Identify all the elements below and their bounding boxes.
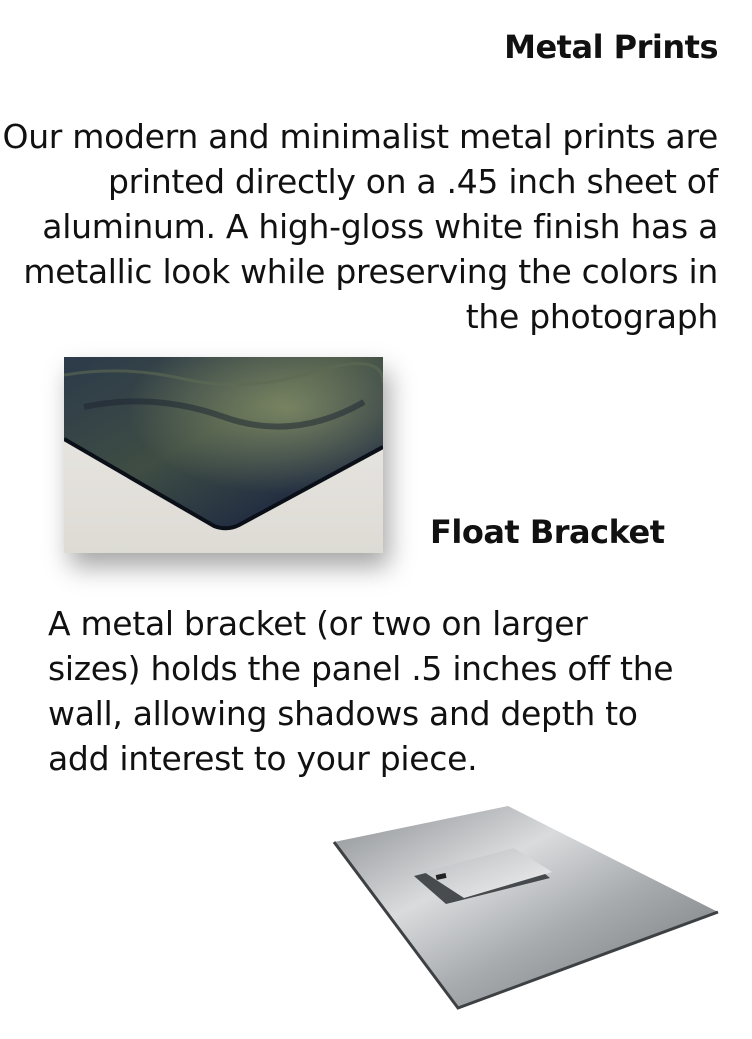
float-bracket-heading: Float Bracket bbox=[430, 513, 665, 551]
metal-prints-heading: Metal Prints bbox=[504, 28, 718, 66]
bracket-photo bbox=[330, 800, 720, 1015]
float-bracket-description: A metal bracket (or two on larger sizes) holds the panel .5 inches off the wall, allowing shadows and depth to add interest to your piece. bbox=[48, 604, 674, 778]
metal-prints-description: Our modern and minimalist metal prints are printed directly on a .45 inch sheet of aluminum. A high-gloss white finish has a metallic look while preserving the colors in the photograph bbox=[2, 117, 718, 336]
metal-print-photo bbox=[64, 357, 383, 553]
